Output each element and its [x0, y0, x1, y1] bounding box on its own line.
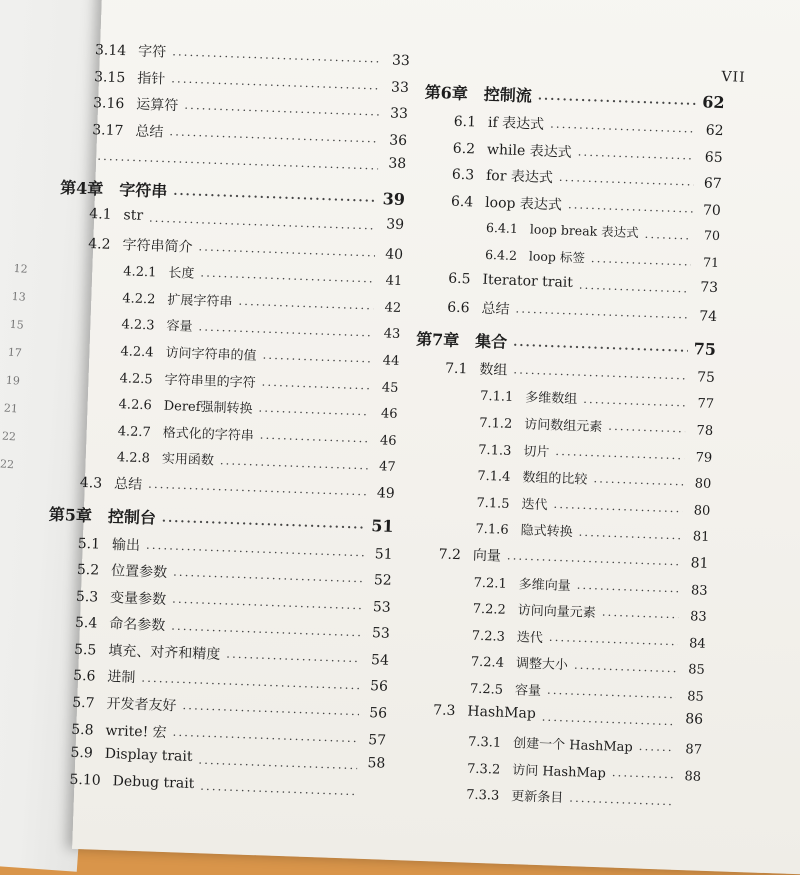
toc-leader-dots	[576, 581, 679, 599]
toc-leader-dots	[97, 152, 378, 176]
toc-leader-dots	[226, 650, 361, 669]
toc-leader-dots	[559, 174, 694, 193]
toc-leader-dots	[550, 120, 696, 139]
toc-entry-number: 7.1.5	[476, 495, 510, 512]
toc-entry-page: 71	[702, 254, 720, 271]
toc-entry-title: 多维向量	[518, 576, 571, 594]
underlying-page-number: 21	[3, 401, 19, 416]
toc-leader-dots	[547, 686, 676, 704]
toc-entry-page: 83	[690, 582, 708, 599]
toc-entry-number: 6.4.2	[484, 246, 518, 263]
toc-entry-page: 38	[388, 155, 407, 173]
toc-leader-dots	[568, 201, 693, 219]
toc-entry-page: 70	[702, 202, 722, 219]
toc-entry-title: 变量参数	[109, 589, 167, 608]
toc-entry-page: 62	[705, 122, 724, 140]
toc-entry-number: 第7章	[415, 329, 460, 350]
toc-entry-title: loop break 表达式	[529, 221, 639, 241]
toc-entry-title: 创建一个 HashMap	[512, 736, 633, 756]
toc-entry-page: 42	[384, 300, 402, 316]
toc-leader-dots	[515, 305, 689, 325]
toc-entry-number: 7.3.2	[466, 761, 501, 778]
toc-leader-dots	[513, 366, 687, 386]
toc-entry-number: 4.2	[87, 235, 111, 253]
toc-leader-dots	[146, 541, 365, 563]
toc-entry-page: 33	[390, 79, 410, 96]
toc-entry-number: 5.10	[69, 771, 101, 789]
toc-entry-title: 命名参数	[108, 616, 166, 635]
toc-entry-number: 7.1.4	[477, 468, 511, 486]
underlying-page-number: 22	[1, 429, 17, 444]
toc-entry-page: 56	[369, 678, 389, 696]
toc-page	[48, 0, 800, 875]
toc-entry-title: 访问数组元素	[524, 417, 603, 436]
toc-entry-number: 6.4.1	[485, 220, 519, 237]
toc-leader-dots	[238, 297, 373, 316]
toc-entry-number: 5.5	[73, 641, 97, 659]
toc-entry-page: 77	[697, 396, 715, 413]
toc-entry-title: while 表达式	[486, 141, 572, 161]
toc-entry-number: 5.1	[77, 535, 101, 553]
toc-entry-number: 7.2.3	[471, 628, 506, 645]
toc-entry-page: 67	[703, 175, 723, 193]
toc-leader-dots	[169, 128, 379, 149]
toc-entry-page: 86	[684, 711, 704, 729]
toc-entry-title: 更新条目	[511, 789, 564, 807]
toc-entry-title: 字符	[137, 43, 167, 61]
toc-entry-page: 58	[367, 755, 386, 772]
toc-leader-dots	[612, 769, 674, 785]
toc-entry-number: 6.1	[453, 113, 477, 131]
toc-entry-title: str	[123, 207, 144, 224]
toc-entry-title: 填充、对齐和精度	[108, 642, 221, 663]
toc-entry-number: 4.3	[79, 474, 103, 492]
toc-leader-dots	[591, 255, 692, 272]
toc-leader-dots	[200, 269, 374, 289]
toc-entry-number: 第4章	[59, 177, 104, 199]
toc-entry-title: 切片	[523, 443, 550, 460]
toc-entry-title: 集合	[474, 331, 508, 352]
toc-entry-number: 6.2	[452, 140, 476, 158]
toc-entry-title: 位置参数	[110, 563, 168, 582]
toc-leader-dots	[171, 622, 362, 643]
toc-entry-page: 51	[374, 545, 393, 563]
toc-entry-page: 85	[687, 689, 705, 705]
toc-entry-page: 70	[703, 227, 721, 244]
toc-entry-title: 访问 HashMap	[511, 762, 607, 782]
toc-leader-dots	[172, 48, 382, 69]
toc-leader-dots	[148, 480, 367, 502]
toc-entry-number: 4.2.7	[117, 423, 152, 441]
toc-entry-page: 52	[373, 572, 392, 589]
toc-entry-number: 7.1.2	[478, 415, 513, 432]
toc-entry-page: 75	[693, 338, 717, 359]
toc-entry-number: 5.4	[74, 615, 98, 632]
toc-entry-title: 总结	[113, 475, 143, 493]
toc-leader-dots	[507, 552, 681, 572]
toc-entry-title: 长度	[168, 265, 195, 282]
toc-entry-page: 65	[704, 149, 723, 166]
toc-entry-title: 扩展字符串	[167, 292, 233, 310]
toc-entry-page: 62	[701, 92, 725, 113]
toc-entry-number: 4.1	[89, 206, 112, 223]
toc-entry-number: 4.2.1	[123, 264, 157, 281]
underlying-page-number: 12	[13, 261, 29, 276]
toc-leader-dots	[644, 230, 692, 246]
toc-leader-dots	[541, 713, 675, 732]
toc-entry-page: 73	[700, 278, 719, 296]
toc-entry-title: 控制台	[107, 506, 157, 528]
toc-entry-page	[362, 794, 384, 795]
toc-entry-number: 3.16	[92, 95, 125, 113]
toc-entry-title: 输出	[111, 536, 141, 554]
toc-entry-number: 7.3.3	[465, 787, 500, 804]
toc-leader-dots	[198, 243, 375, 263]
toc-entry-page: 36	[388, 132, 408, 149]
toc-entry-number: 7.1.3	[478, 442, 512, 459]
toc-entry-number: 5.7	[71, 694, 95, 712]
toc-leader-dots	[578, 281, 690, 299]
toc-leader-dots	[198, 756, 357, 776]
toc-entry-title: loop 表达式	[484, 194, 563, 214]
toc-entry-page: 39	[386, 216, 405, 234]
toc-entry-title: 总结	[481, 300, 510, 318]
toc-entry-number: 5.9	[70, 744, 94, 762]
toc-leader-dots	[149, 214, 377, 236]
toc-entry-page: 81	[692, 529, 710, 546]
toc-entry-title: 容量	[514, 683, 542, 699]
toc-entry-number: 7.3	[432, 702, 456, 720]
toc-leader-dots	[141, 674, 360, 696]
toc-entry-page: 85	[687, 662, 706, 679]
toc-entry-title: if 表达式	[487, 114, 545, 133]
toc-leader-dots	[198, 323, 372, 343]
toc-leader-dots	[220, 456, 368, 475]
toc-entry-page: 57	[368, 731, 387, 749]
toc-entry-title: 向量	[472, 547, 502, 565]
toc-leader-dots	[262, 351, 371, 369]
toc-entry-page: 88	[684, 768, 702, 785]
underlying-page-number: 17	[7, 345, 23, 360]
toc-entry-page: 87	[685, 742, 703, 758]
page-number: VII	[721, 69, 746, 86]
toc-entry-number: 7.2.1	[473, 575, 507, 592]
toc-leader-dots	[259, 431, 368, 449]
toc-entry-title: 多维数组	[524, 390, 578, 408]
toc-entry-title: 格式化的字符串	[162, 425, 255, 444]
toc-entry-title: Display trait	[104, 746, 193, 766]
toc-entry-title: 运算符	[136, 96, 179, 115]
toc-entry-title: 总结	[135, 123, 164, 141]
toc-entry-title: 实用函数	[161, 452, 215, 469]
toc-entry-number: 7.3.1	[467, 734, 502, 751]
toc-entry-page: 40	[384, 245, 404, 263]
toc-entry-page: 80	[693, 503, 711, 519]
toc-entry-title: 迭代	[516, 629, 544, 646]
toc-leader-dots	[261, 378, 370, 396]
toc-entry-number: 4.2.2	[122, 291, 156, 308]
toc-entry-title: 访问向量元素	[517, 603, 597, 622]
toc-entry-title: 容量	[166, 319, 193, 336]
toc-leader-dots	[593, 475, 683, 492]
toc-entry-page: 75	[696, 369, 716, 386]
toc-leader-dots	[553, 500, 682, 518]
toc-entry-title: 字符串简介	[122, 236, 193, 256]
toc-entry-page: 44	[382, 353, 400, 369]
toc-entry-number: 7.1.6	[475, 522, 509, 539]
toc-entry-title: HashMap	[467, 704, 537, 723]
toc-leader-dots	[583, 395, 686, 413]
toc-entry-page: 79	[695, 449, 713, 466]
toc-leader-dots	[173, 569, 364, 590]
toc-entry-page: 56	[368, 705, 388, 722]
toc-leader-dots	[171, 75, 381, 96]
toc-entry-page: 39	[382, 189, 406, 210]
toc-leader-dots	[184, 102, 380, 123]
toc-entry-page: 46	[380, 406, 398, 423]
underlying-page-number: 19	[5, 373, 21, 388]
toc-entry-page: 80	[694, 476, 712, 493]
underlying-page-number: 15	[9, 317, 25, 332]
toc-entry-number: 4.2.4	[120, 344, 154, 361]
toc-entry-page: 54	[370, 652, 390, 669]
toc-entry-title: Debug trait	[112, 773, 195, 792]
toc-entry-page: 33	[391, 52, 411, 70]
toc-leader-dots	[173, 187, 377, 208]
toc-entry-title: 开发者友好	[106, 696, 177, 715]
toc-entry-number: 3.15	[93, 68, 126, 86]
toc-entry-number: 4.2.3	[121, 317, 155, 334]
toc-leader-dots	[577, 148, 694, 166]
toc-entry-title: for 表达式	[485, 168, 554, 187]
toc-entry-number: 6.3	[451, 166, 475, 184]
toc-entry-page: 46	[379, 433, 397, 449]
toc-entry-number: 7.2.4	[470, 654, 505, 672]
toc-entry-number: 7.1.1	[479, 389, 514, 406]
toc-entry-number: 7.2	[438, 546, 462, 564]
toc-entry-number: 第6章	[424, 82, 469, 104]
toc-entry-number: 4.2.6	[118, 397, 152, 414]
toc-entry-title: 调整大小	[515, 656, 569, 674]
toc-entry-page: 45	[381, 379, 399, 396]
toc-entry-title: 数组的比较	[522, 470, 588, 488]
toc-entry-title: 数组	[479, 361, 508, 379]
toc-entry-page: 33	[389, 105, 409, 123]
toc-entry-title: 字符串里的字符	[164, 372, 256, 391]
toc-entry-title: 进制	[107, 669, 136, 687]
toc-entry-number: 5.3	[75, 588, 99, 606]
toc-entry-number: 第5章	[48, 504, 93, 525]
toc-leader-dots	[162, 513, 366, 534]
toc-entry-page: 84	[688, 635, 706, 652]
toc-entry-page: 81	[690, 555, 709, 572]
toc-entry-number: 7.1	[444, 360, 468, 378]
toc-entry-number: 3.17	[91, 121, 124, 139]
toc-entry-page	[678, 806, 700, 807]
toc-entry-page: 51	[371, 515, 394, 536]
toc-entry-page: 78	[696, 423, 714, 439]
toc-leader-dots	[549, 633, 678, 651]
toc-leader-dots	[258, 404, 369, 422]
toc-entry-number: 5.2	[76, 561, 100, 579]
underlying-page-number: 22	[0, 457, 15, 472]
toc-entry-title: 指针	[136, 70, 166, 88]
toc-entry-page: 83	[689, 609, 707, 625]
toc-entry-title: loop 标签	[528, 248, 586, 266]
toc-entry-page: 49	[376, 485, 396, 502]
underlying-page-number: 13	[11, 289, 27, 304]
toc-entry-number: 7.2.2	[472, 601, 507, 618]
toc-entry-title: 字符串	[118, 180, 168, 201]
toc-leader-dots	[200, 782, 357, 801]
toc-entry-title: 迭代	[521, 497, 548, 513]
toc-leader-dots	[513, 338, 688, 358]
toc-leader-dots	[555, 447, 684, 465]
toc-leader-dots	[574, 661, 677, 679]
toc-entry-page: 74	[698, 308, 718, 326]
toc-entry-title: Deref强制转换	[163, 398, 253, 417]
toc-entry-number: 5.6	[72, 668, 96, 686]
toc-leader-dots	[182, 702, 359, 722]
toc-entry-number: 4.2.8	[116, 450, 151, 467]
toc-entry-page: 47	[378, 459, 396, 476]
toc-entry-number: 6.4	[450, 193, 474, 211]
toc-entry-number: 3.14	[94, 42, 127, 60]
toc-entry-number: 5.8	[71, 721, 94, 739]
toc-leader-dots	[569, 794, 672, 812]
toc-leader-dots	[601, 609, 678, 626]
toc-entry-page: 53	[371, 625, 391, 643]
toc-entry-page: 43	[383, 326, 401, 343]
toc-leader-dots	[538, 92, 697, 112]
toc-entry-title: write! 宏	[105, 722, 167, 741]
toc-entry-title: 控制流	[483, 84, 533, 106]
toc-leader-dots	[638, 743, 674, 758]
toc-entry-title: 访问字符串的值	[165, 345, 257, 364]
toc-leader-dots	[172, 728, 358, 748]
toc-left-column	[39, 38, 410, 809]
toc-leader-dots	[172, 595, 363, 616]
toc-leader-dots	[578, 528, 681, 546]
toc-entry-number: 7.2.5	[469, 681, 504, 698]
toc-entry-page: 53	[372, 598, 392, 616]
toc-leader-dots	[608, 423, 685, 440]
toc-entry-number: 4.2.5	[119, 370, 153, 387]
toc-entry-number: 6.5	[448, 270, 471, 287]
toc-entry-number: 6.6	[446, 299, 470, 317]
toc-entry-title: 隐式转换	[520, 523, 573, 541]
toc-right-column	[400, 76, 725, 819]
toc-entry-title: Iterator trait	[482, 271, 574, 291]
toc-entry-page: 41	[385, 273, 403, 290]
